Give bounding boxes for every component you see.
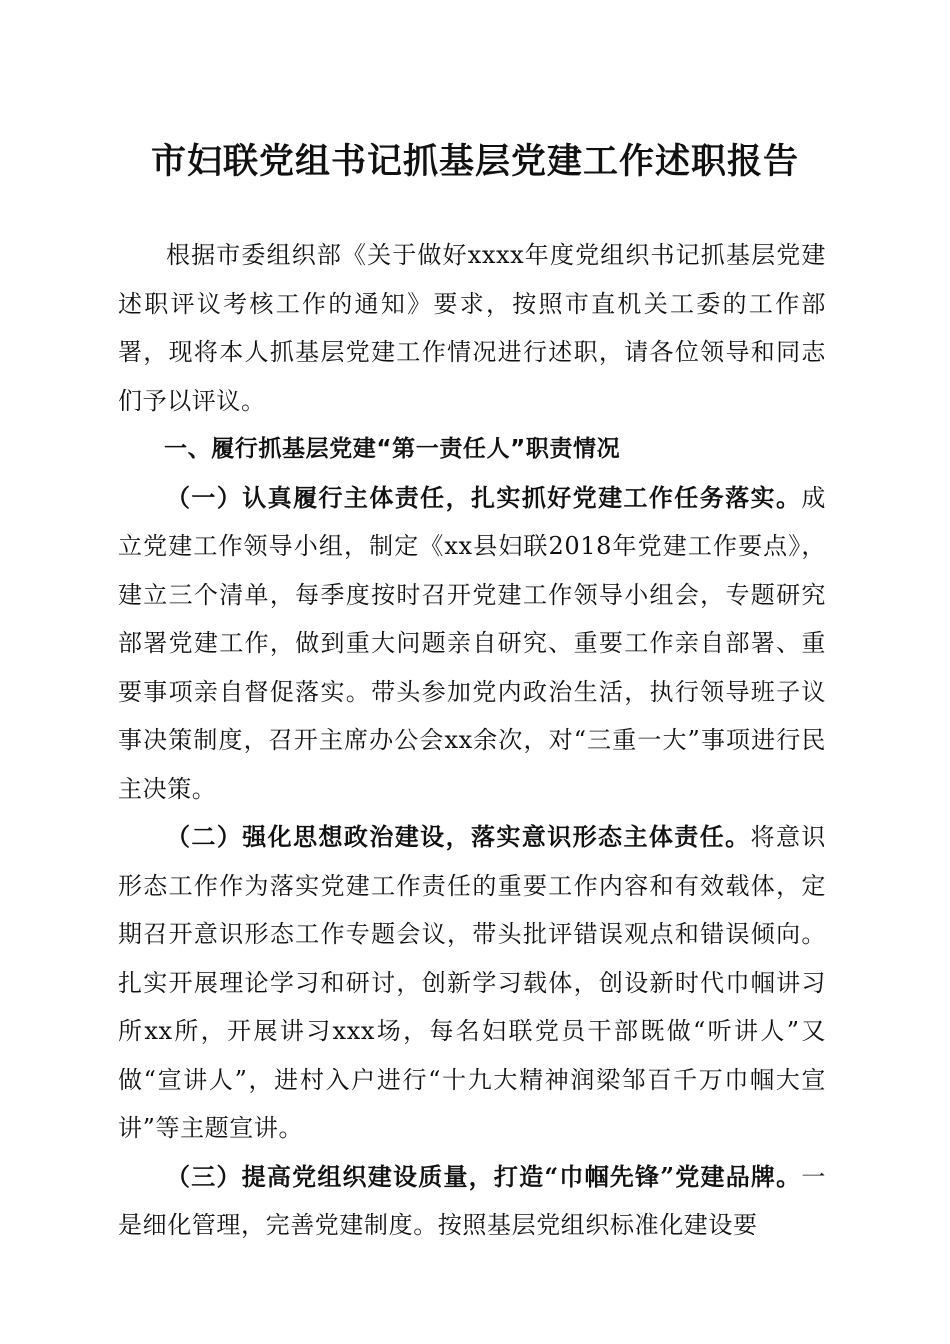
paragraph-item-1 <box>118 474 826 814</box>
item-body-1: 成立党建工作领导小组，制定《xx县妇联2018年党建工作要点》，建立三个清单，每季度按时召开党建工作领导小组会，专题研究部署党建工作，做到重大问题亲自研究、重要工作亲自部署、重要事项亲自督促落实。带头参加党内政治生活，执行领导班子议事决策制度，召开主席办公会xx余次，对“三重一大”事项进行民主决策。 <box>118 483 826 803</box>
page-title: 市妇联党组书记抓基层党建工作述职报告 <box>150 141 799 182</box>
paragraph-item-3 <box>118 1153 826 1250</box>
intro-paragraph: 根据市委组织部《关于做好xxxx年度党组织书记抓基层党建述职评议考核工作的通知》要求，按照市直机关工委的工作部署，现将本人抓基层党建工作情况进行述职，请各位领导和同志们予以评议。 <box>118 241 826 415</box>
item-heading-1: （一）认真履行主体责任，扎实抓好党建工作任务落实。 <box>166 482 802 512</box>
item-heading-2: （二）强化思想政治建设，落实意识形态主体责任。 <box>166 822 751 851</box>
item-body-3: 一是细化管理，完善党建制度。按照基层党组织标准化建设要 <box>118 1162 826 1239</box>
section-heading-1: 一、履行抓基层党建“第一责任人”职责情况 <box>164 436 621 462</box>
item-heading-3: （三）提高党组织建设质量，打造“巾帼先锋”党建品牌。 <box>166 1161 802 1191</box>
paragraph-item-2 <box>118 813 826 1153</box>
item-body-2: 将意识形态工作作为落实党建工作责任的重要工作内容和有效载体，定期召开意识形态工作专题会议，带头批评错误观点和错误倾向。扎实开展理论学习和研讨，创新学习载体，创设新时代巾帼讲习所xx所，开展讲习xxx场，每名妇联党员干部既做“听讲人”又做“宣讲人”，进村入户进行“十九大精神润梁邹百千万巾帼大宣讲”等主题宣讲。 <box>118 823 826 1142</box>
document-body <box>118 231 826 1250</box>
